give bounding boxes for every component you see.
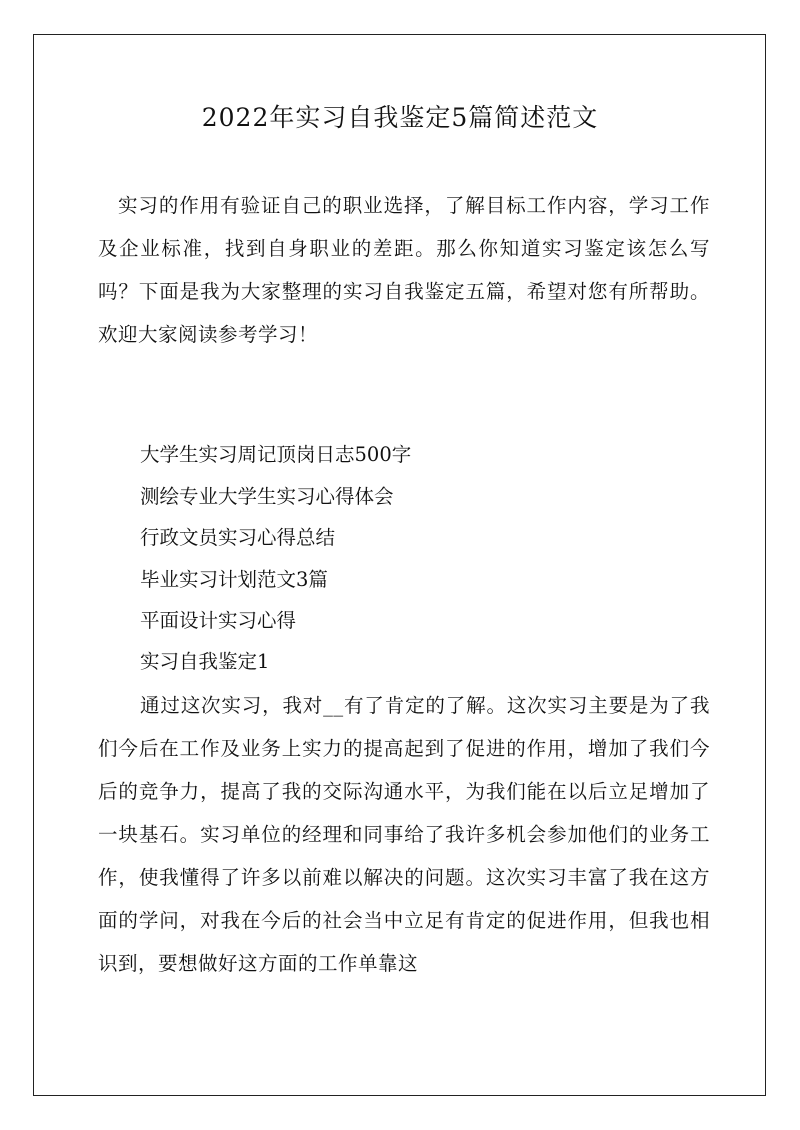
section-heading: 实习自我鉴定1 (140, 650, 270, 673)
related-links-list (140, 434, 411, 642)
section-body-paragraph: 通过这次实习，我对__有了肯定的了解。这次实习主要是为了我们今后在工作及业务上实力的提高起到了促进的作用，增加了我们今后的竞争力，提高了我的交际沟通水平，为我们能在以后立足增加了一块基石。实习单位的经理和同事给了我许多机会参加他们的业务工作，使我懂得了许多以前难以解决的问题。这次实习丰富了我在这方面的学问，对我在今后的社会当中立足有肯定的促进作用，但我也相识到，要想做好这方面的工作单靠这 (98, 694, 710, 975)
related-link[interactable]: 行政文员实习心得总结 (140, 526, 336, 549)
related-link[interactable]: 毕业实习计划范文3篇 (140, 567, 328, 591)
document-title: 2022年实习自我鉴定5篇简述范文 (201, 103, 599, 132)
related-link[interactable]: 大学生实习周记顶岗日志500字 (140, 443, 412, 466)
related-link[interactable]: 测绘专业大学生实习心得体会 (140, 484, 394, 508)
related-link[interactable]: 平面设计实习心得 (140, 609, 297, 632)
intro-paragraph: 实习的作用有验证自己的职业选择，了解目标工作内容，学习工作及企业标准，找到自身职业的差距。那么你知道实习鉴定该怎么写吗？下面是我为大家整理的实习自我鉴定五篇，希望对您有所帮助。欢迎大家阅读参考学习！ (98, 194, 710, 346)
